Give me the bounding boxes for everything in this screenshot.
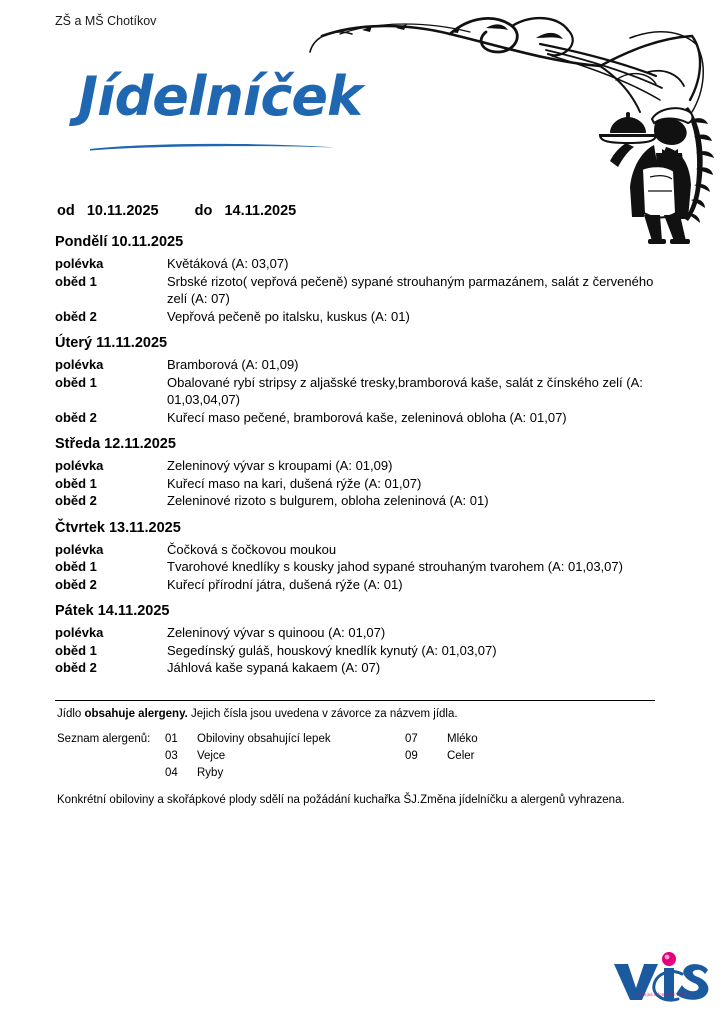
course-row [0,255,724,273]
course-row [0,308,724,326]
day-block [0,333,724,426]
course-row [0,624,724,642]
day-heading: Čtvrtek 13.11.2025 [55,519,181,536]
course-description [167,308,724,326]
course-label: oběd 1 [55,273,97,289]
course-description-line: Zeleninový vývar s kroupami (A: 01,09) [167,458,393,473]
course-description [167,576,724,594]
course-label: oběd 1 [55,559,97,574]
course-description-line: Bramborová (A: 01,09) [167,357,299,372]
date-range-from-value: 10.11.2025 [86,203,159,219]
waiter-with-tray-icon [570,95,715,245]
allergen-row [57,765,724,782]
course-description [167,492,724,510]
course-description-line: Vepřová pečeně po italsku, kuskus (A: 01) [167,308,410,324]
course-row [0,356,724,374]
course-description-line: Kuřecí maso na kari, dušená rýže (A: 01,07) [167,475,422,491]
course-description [167,659,724,677]
day-block [0,601,724,677]
course-description [167,409,724,427]
course-label: oběd 1 [55,475,97,491]
course-label: oběd 1 [55,374,97,390]
date-range-from-label: od [57,203,75,219]
course-description-line: Srbské rizoto( vepřová pečeně) sypané strouhaným parmazánem, salát z červeného [167,273,654,289]
allergen-code: 03 [165,750,178,762]
course-description-line: Tvarohové knedlíky s kousky jahod sypané strouhaným tvarohem (A: 01,03,07) [167,559,623,574]
course-row [0,659,724,677]
course-description-line: Zeleninový vývar s quinoou (A: 01,07) [167,625,386,640]
course-description [167,273,724,308]
day-block [0,232,724,325]
allergen-row [57,748,724,765]
course-description [167,558,724,576]
floral-flourish-icon [300,8,720,138]
allergen-note [57,707,724,722]
menu-title-block [78,65,362,160]
course-description [167,541,724,559]
day-block [0,518,724,594]
course-description [167,457,724,475]
course-description-line: Květáková (A: 03,07) [167,256,289,271]
course-row [0,273,724,308]
course-description-line: Jáhlová kaše sypaná kakaem (A: 07) [167,660,381,675]
allergen-list-intro: Seznam alergenů: [57,733,151,745]
course-row [0,642,724,660]
course-description-line: Čočková s čočkovou moukou [167,541,337,557]
date-range [57,203,296,219]
title-underline-swash [88,142,338,152]
course-label: oběd 1 [55,642,97,658]
course-label: oběd 2 [55,493,97,508]
course-description-line: Kuřecí přírodní játra, dušená rýže (A: 01) [167,576,403,592]
course-description-line: Kuřecí maso pečené, bramborová kaše, zeleninová obloha (A: 01,07) [167,409,567,425]
allergen-row [57,731,724,748]
course-row [0,374,724,409]
day-heading: Pondělí 10.11.2025 [55,234,184,250]
course-description [167,624,724,642]
course-label: oběd 2 [55,308,97,324]
day-heading: Úterý 11.11.2025 [55,335,168,351]
date-range-to-label: do [194,203,213,219]
course-description [167,374,724,409]
allergen-code: 04 [165,767,178,779]
allergen-code: 07 [405,733,418,745]
section-divider [55,700,655,701]
course-label: polévka [55,625,104,640]
course-row [0,492,724,510]
course-label: polévka [55,541,104,557]
allergen-name: Obiloviny obsahující lepek [197,733,331,745]
course-row [0,457,724,475]
course-row [0,576,724,594]
course-description [167,356,724,374]
allergen-name: Vejce [197,750,226,762]
allergen-disclaimer: Konkrétní obiloviny a skořápkové plody sdělí na požádání kuchařka ŠJ.Změna jídelníčku a alergenů vyhrazena. [57,794,625,806]
allergen-name: Mléko [447,733,478,745]
allergen-section [0,700,724,808]
course-label: oběd 2 [55,660,97,675]
course-label: polévka [55,256,104,271]
allergen-note-prefix: Jídlo [57,708,85,720]
course-label: oběd 2 [55,409,97,425]
course-description-line: 01,03,04,07) [167,392,241,407]
course-description [167,642,724,660]
menu-days-list [0,232,724,685]
course-row [0,409,724,427]
date-range-to-value: 14.11.2025 [224,203,297,219]
allergen-list [57,731,724,782]
course-row [0,541,724,559]
course-description-line: zelí (A: 07) [167,291,230,306]
allergen-name: Celer [447,750,475,762]
allergen-code: 01 [165,733,178,745]
course-label: oběd 2 [55,576,97,592]
course-row [0,558,724,576]
vis-logo [608,948,716,1006]
allergen-code: 09 [405,750,418,762]
course-description [167,255,724,273]
course-description-line: Zeleninové rizoto s bulgurem, obloha zeleninová (A: 01) [167,493,489,508]
allergen-note-emphasis: obsahuje alergeny. [84,708,188,720]
day-heading: Pátek 14.11.2025 [55,603,170,619]
vis-logo-tagline: veřejná informační služba [637,992,691,997]
course-row [0,475,724,493]
course-description [167,475,724,493]
day-block [0,434,724,510]
page-title: Jídelníček [78,65,362,128]
allergen-note-suffix: Jejich čísla jsou uvedena v závorce za názvem jídla. [187,708,458,720]
day-heading: Středa 12.11.2025 [55,436,176,452]
course-label: polévka [55,357,104,372]
allergen-name: Ryby [197,767,224,779]
course-description-line: Segedínský guláš, houskový knedlík kynutý (A: 01,03,07) [167,642,497,658]
course-label: polévka [55,458,104,473]
course-description-line: Obalované rybí stripsy z aljašské tresky,bramborová kaše, salát z čínského zelí (A: [167,374,643,390]
school-name: ZŠ a MŠ Chotíkov [55,14,157,28]
